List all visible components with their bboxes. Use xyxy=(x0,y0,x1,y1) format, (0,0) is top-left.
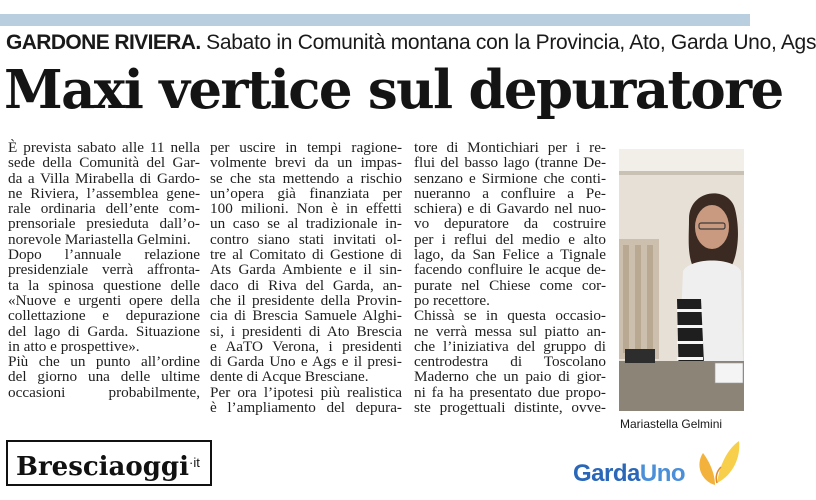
text-line: «Nuove e urgenti opere della xyxy=(8,291,200,309)
text-line: ne verrà messa sul piatto an- xyxy=(414,322,606,340)
photo-caption: Mariastella Gelmini xyxy=(620,417,723,431)
text-line: senzano e Sirmione che conti- xyxy=(414,169,606,187)
text-line: È prevista sabato alle 11 nella xyxy=(8,139,200,156)
text-line: per uscire in tempi ragione- xyxy=(210,139,402,156)
gardauno-wordmark-garda: Garda xyxy=(573,460,640,487)
text-line: un’opera già finanziata per xyxy=(210,184,402,202)
text-line: cia di Brescia Samuele Alghi- xyxy=(210,307,402,325)
text-line: ni fa ha presentato due propo- xyxy=(414,383,606,401)
article-column-1 xyxy=(8,140,200,400)
text-line: che l’iniziativa del gruppo di xyxy=(414,337,606,355)
text-line: daco di Riva del Garda, an- xyxy=(210,276,402,294)
text-line: vo depuratore da costruire xyxy=(414,215,606,233)
text-line: collettazione e depurazione xyxy=(8,307,200,325)
text-line: rale ordinaria dell’ente com- xyxy=(8,200,200,218)
bresciaoggi-wordmark: Bresciaoggi xyxy=(16,452,189,482)
text-line: è l’ampliamento del depura- xyxy=(210,399,402,417)
gardauno-logo xyxy=(573,453,743,493)
kicker xyxy=(6,30,816,56)
text-line: che il presidente della Provin- xyxy=(210,291,402,309)
text-line: volmente brevi da un impas- xyxy=(210,154,402,172)
text-line: norevole Mariastella Gelmini. xyxy=(8,230,191,248)
article-column-3 xyxy=(414,140,606,415)
text-line: lago, da San Felice a Tignale xyxy=(414,246,606,264)
text-line: 100 milioni. Non è in effetti xyxy=(210,200,402,218)
text-line: Chissà se in questa occasio- xyxy=(414,307,606,325)
text-line: ste progettuali distinte, ovve- xyxy=(414,399,606,417)
text-line: del lago di Garda. Situazione xyxy=(8,322,200,340)
text-line: sede della Comunità del Gar- xyxy=(8,154,200,172)
bresciaoggi-logo xyxy=(6,440,212,486)
text-line: Dopo l’annuale relazione xyxy=(8,246,200,264)
article-column-2 xyxy=(210,140,402,415)
text-line: Per ora l’ipotesi più realistica xyxy=(210,383,402,401)
top-color-rule xyxy=(0,0,750,30)
text-line: del giorno una delle ultime xyxy=(8,368,200,386)
text-line: facendo confluire le acque de- xyxy=(414,261,606,279)
text-line: ta la spinosa questione delle xyxy=(8,276,200,294)
text-line: Maderno che un paio di gior- xyxy=(414,368,606,386)
text-line: tore di Montichiari per i re- xyxy=(414,139,606,156)
text-line: se che sta mettendo a rischio xyxy=(210,169,402,187)
text-line: contro siano stati invitati ol- xyxy=(210,230,402,248)
text-line: e AaTO Verona, i presidenti xyxy=(210,337,402,355)
text-line: schiera) e di Gavardo nel nuo- xyxy=(414,200,606,218)
text-line: Più che un punto all’ordine xyxy=(8,353,200,371)
text-line: po recettore. xyxy=(414,291,490,309)
butterfly-icon xyxy=(693,437,743,489)
text-line: dente di Acque Bresciane. xyxy=(210,368,369,386)
text-line: per i reflui del medio e alto xyxy=(414,230,606,248)
text-line: tre al Comitato di Gestione di xyxy=(210,246,402,264)
bresciaoggi-suffix: ·it xyxy=(189,455,200,470)
portrait-photo xyxy=(619,149,744,411)
text-line: centrodestra di Toscolano xyxy=(414,353,606,371)
text-line: si, i presidenti di Ato Brescia xyxy=(210,322,402,340)
text-line: un caso se al tradizionale in- xyxy=(210,215,402,233)
text-line: da a Villa Mirabella di Gardo- xyxy=(8,169,200,187)
portrait-illustration xyxy=(619,149,744,411)
text-line: prensoriale presieduta dall’o- xyxy=(8,215,200,233)
gardauno-wordmark-uno: Uno xyxy=(639,460,686,487)
kicker-text: Sabato in Comunità montana con la Provincia, Ato, Garda Uno, Ags xyxy=(206,31,816,54)
text-line: ne Riviera, l’assemblea gene- xyxy=(8,184,200,202)
text-line: occasioni probabilmente, xyxy=(8,383,200,401)
text-line: purate nel Chiese come cor- xyxy=(414,276,606,294)
headline: Maxi vertice sul depuratore xyxy=(4,59,783,121)
text-line: presidenziale verrà affronta- xyxy=(8,261,200,279)
text-line: flui del basso lago (tranne De- xyxy=(414,154,606,172)
gardauno-wordmark xyxy=(573,459,685,489)
text-line: Ats Garda Ambiente e il sin- xyxy=(210,261,402,279)
text-line: in atto e prospettive». xyxy=(8,337,140,355)
text-line: nueranno a confluire a Pe- xyxy=(414,184,606,202)
text-line: di Garda Uno e Ags e il presi- xyxy=(210,353,402,371)
kicker-place: GARDONE RIVIERA. xyxy=(6,31,201,54)
